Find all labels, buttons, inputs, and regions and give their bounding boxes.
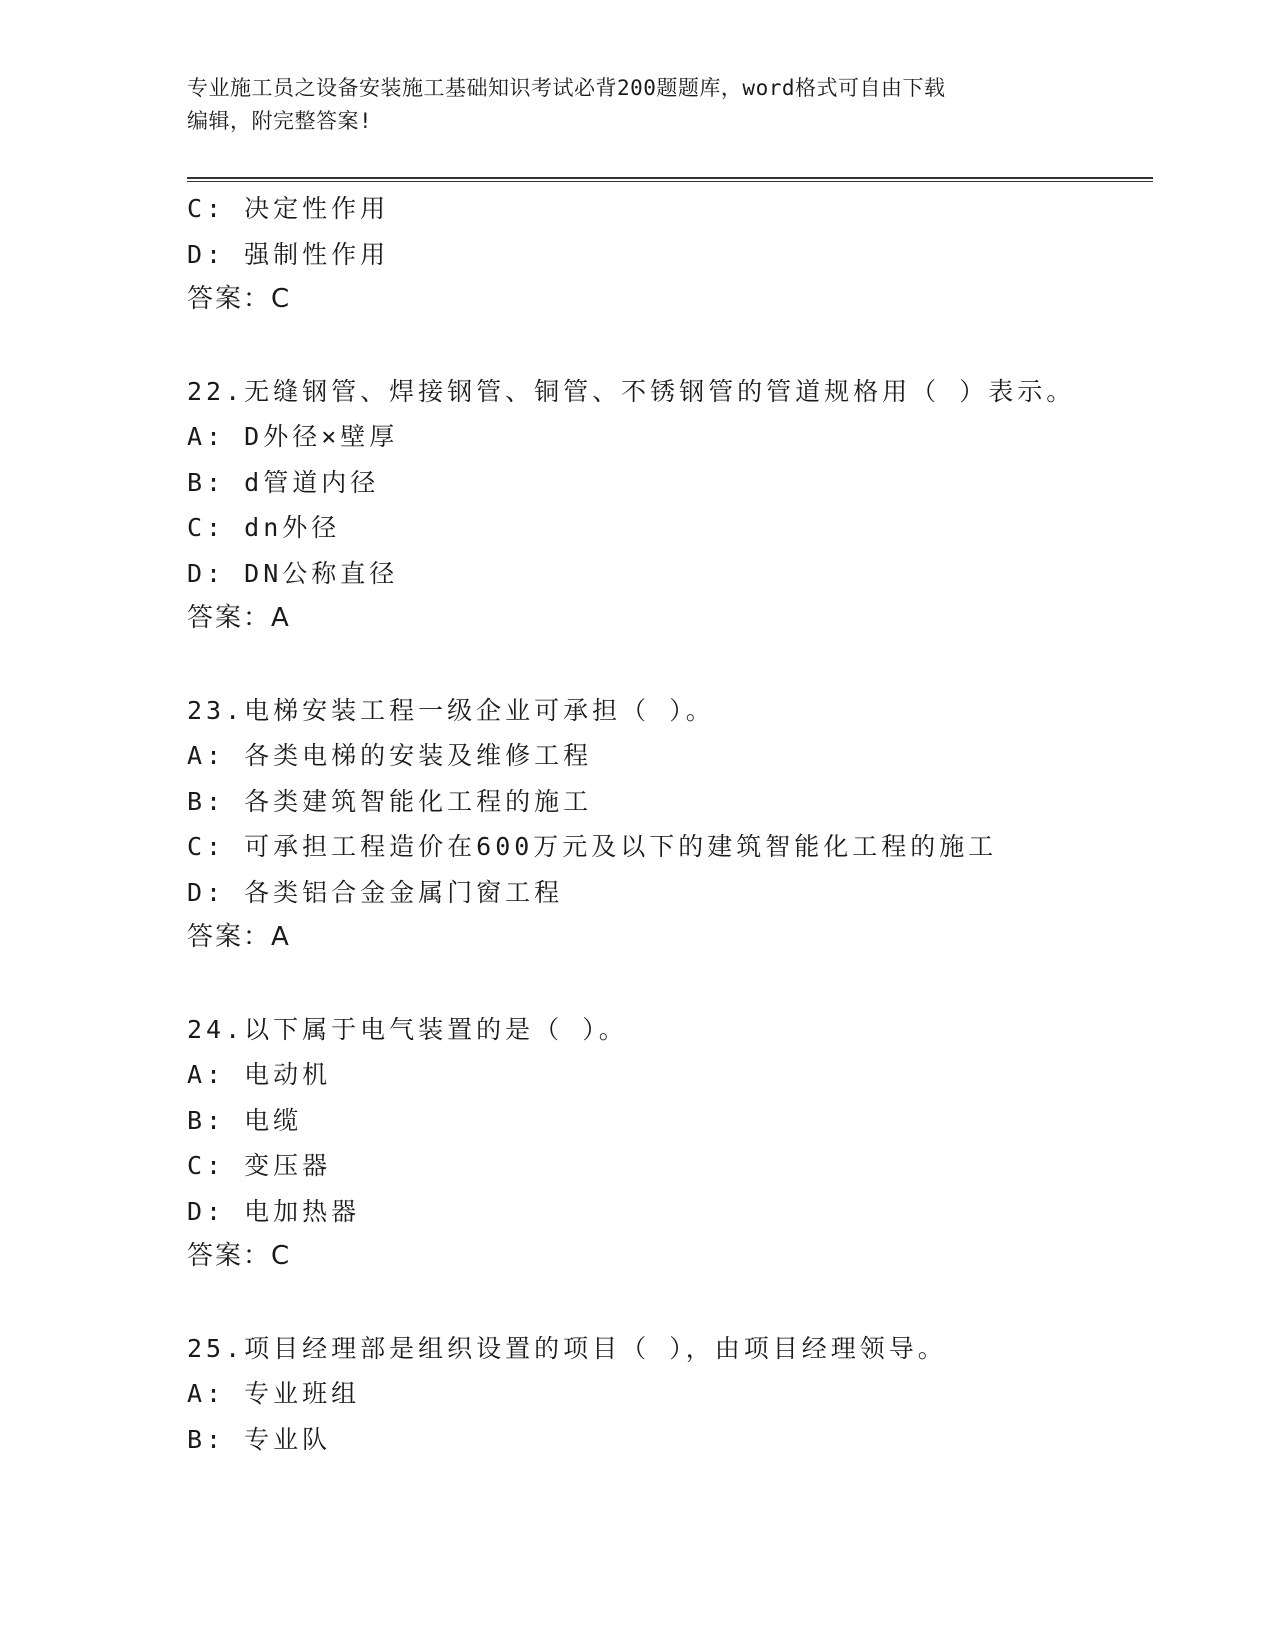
header-title-line-1: 专业施工员之设备安装施工基础知识考试必背200题题库，word格式可自由下载 bbox=[187, 76, 946, 100]
question-stem: 24.以下属于电气装置的是（ ）。 bbox=[187, 1014, 628, 1044]
option-c: C: 决定性作用 bbox=[187, 194, 390, 223]
option-b: B: d管道内径 bbox=[187, 467, 380, 497]
question-stem: 22.无缝钢管、焊接钢管、铜管、不锈钢管的管道规格用（ ）表示。 bbox=[187, 376, 1076, 406]
option-a: A: 各类电梯的安装及维修工程 bbox=[187, 741, 593, 770]
question-block-23 bbox=[187, 688, 1153, 961]
document-header bbox=[187, 72, 1067, 138]
answer-line: 答案：A bbox=[187, 922, 291, 952]
answer-line: 答案：C bbox=[187, 284, 292, 314]
question-block-22 bbox=[187, 369, 1153, 642]
option-b: B: 电缆 bbox=[187, 1105, 303, 1135]
document-body bbox=[187, 186, 1153, 1462]
answer-line: 答案：C bbox=[187, 1241, 292, 1271]
option-c: C: 可承担工程造价在600万元及以下的建筑智能化工程的施工 bbox=[187, 832, 998, 861]
option-a: A: 专业班组 bbox=[187, 1379, 361, 1408]
header-divider bbox=[187, 177, 1153, 182]
question-stem: 23.电梯安装工程一级企业可承担（ ）。 bbox=[187, 695, 715, 725]
option-d: D: 强制性作用 bbox=[187, 239, 390, 269]
option-b: B: 各类建筑智能化工程的施工 bbox=[187, 786, 593, 816]
question-stem: 25.项目经理部是组织设置的项目（ ），由项目经理领导。 bbox=[187, 1333, 947, 1363]
option-d: D: 电加热器 bbox=[187, 1196, 361, 1226]
question-block-21 bbox=[187, 186, 1153, 323]
option-c: C: dn外径 bbox=[187, 513, 341, 542]
question-block-24 bbox=[187, 1007, 1153, 1280]
answer-line: 答案：A bbox=[187, 603, 291, 633]
header-title-line-2: 编辑，附完整答案! bbox=[187, 109, 373, 133]
option-a: A: D外径×壁厚 bbox=[187, 422, 399, 451]
question-block-25 bbox=[187, 1326, 1153, 1463]
option-d: D: 各类铝合金金属门窗工程 bbox=[187, 877, 564, 907]
option-c: C: 变压器 bbox=[187, 1151, 332, 1180]
option-b: B: 专业队 bbox=[187, 1424, 332, 1454]
option-d: D: DN公称直径 bbox=[187, 558, 399, 588]
option-a: A: 电动机 bbox=[187, 1060, 332, 1089]
